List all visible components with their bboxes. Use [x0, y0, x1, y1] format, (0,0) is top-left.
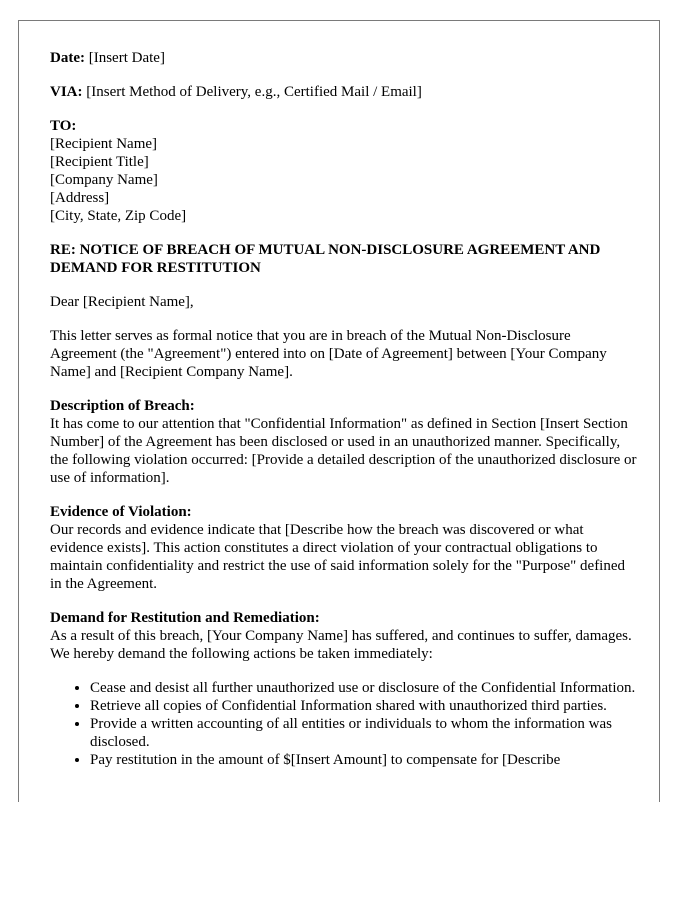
section-title: Demand for Restitution and Remediation: — [50, 610, 320, 626]
recipient-block — [50, 117, 640, 225]
intro-paragraph: This letter serves as formal notice that you are in breach of the Mutual Non-Disclosure Agreement (the "Agreement") entered into on [Date of Agreement] between [Your Company Name] and [Recipient Company Name]. — [50, 328, 607, 380]
document-page — [18, 20, 660, 802]
list-item: • Provide a written accounting of all entities or individuals to whom the information was disclosed. — [90, 715, 640, 751]
section-title: Evidence of Violation: — [50, 504, 192, 520]
recipient-name: [Recipient Name] — [50, 136, 158, 152]
address: [Address] — [50, 190, 110, 206]
section-body: Our records and evidence indicate that [Describe how the breach was discovered or what evidence exists]. This action constitutes a direct violation of your contractual obligations to maintain confidentiality and restrict the use of said information solely for the "Purpose" defined in the Agreement. — [50, 522, 626, 592]
section-body: It has come to our attention that "Confidential Information" as defined in Section [Insert Section Number] of the Agreement has been disclosed or used in an unauthorized manner. Specifically, the following violation occurred: [Provide a detailed description of the unauthorized disclosure or use of information]. — [50, 416, 637, 486]
section-evidence — [50, 503, 640, 593]
subject-line: RE: NOTICE OF BREACH OF MUTUAL NON-DISCLOSURE AGREEMENT AND DEMAND FOR RESTITUTION — [50, 242, 601, 276]
date-value: [Insert Date] — [88, 50, 165, 66]
recipient-title: [Recipient Title] — [50, 154, 149, 170]
city-state-zip: [City, State, Zip Code] — [50, 208, 187, 224]
list-item: • Retrieve all copies of Confidential Information shared with unauthorized third parties. — [90, 697, 640, 715]
section-title: Description of Breach: — [50, 398, 195, 414]
via-value: [Insert Method of Delivery, e.g., Certified Mail / Email] — [86, 84, 422, 100]
date-line — [50, 49, 640, 67]
to-label: TO: — [50, 118, 77, 134]
section-breach — [50, 397, 640, 487]
list-item: • Pay restitution in the amount of $[Insert Amount] to compensate for [Describe — [90, 751, 640, 769]
company-name: [Company Name] — [50, 172, 158, 188]
demand-list — [50, 679, 640, 769]
salutation: Dear [Recipient Name], — [50, 294, 194, 310]
via-line — [50, 83, 640, 101]
date-label: Date: — [50, 50, 85, 66]
letter-body — [50, 49, 640, 769]
list-item: • Cease and desist all further unauthorized use or disclosure of the Confidential Information. — [90, 679, 640, 697]
section-demand — [50, 609, 640, 663]
via-label: VIA: — [50, 84, 83, 100]
section-body: As a result of this breach, [Your Company Name] has suffered, and continues to suffer, damages. We hereby demand the following actions be taken immediately: — [50, 628, 632, 662]
